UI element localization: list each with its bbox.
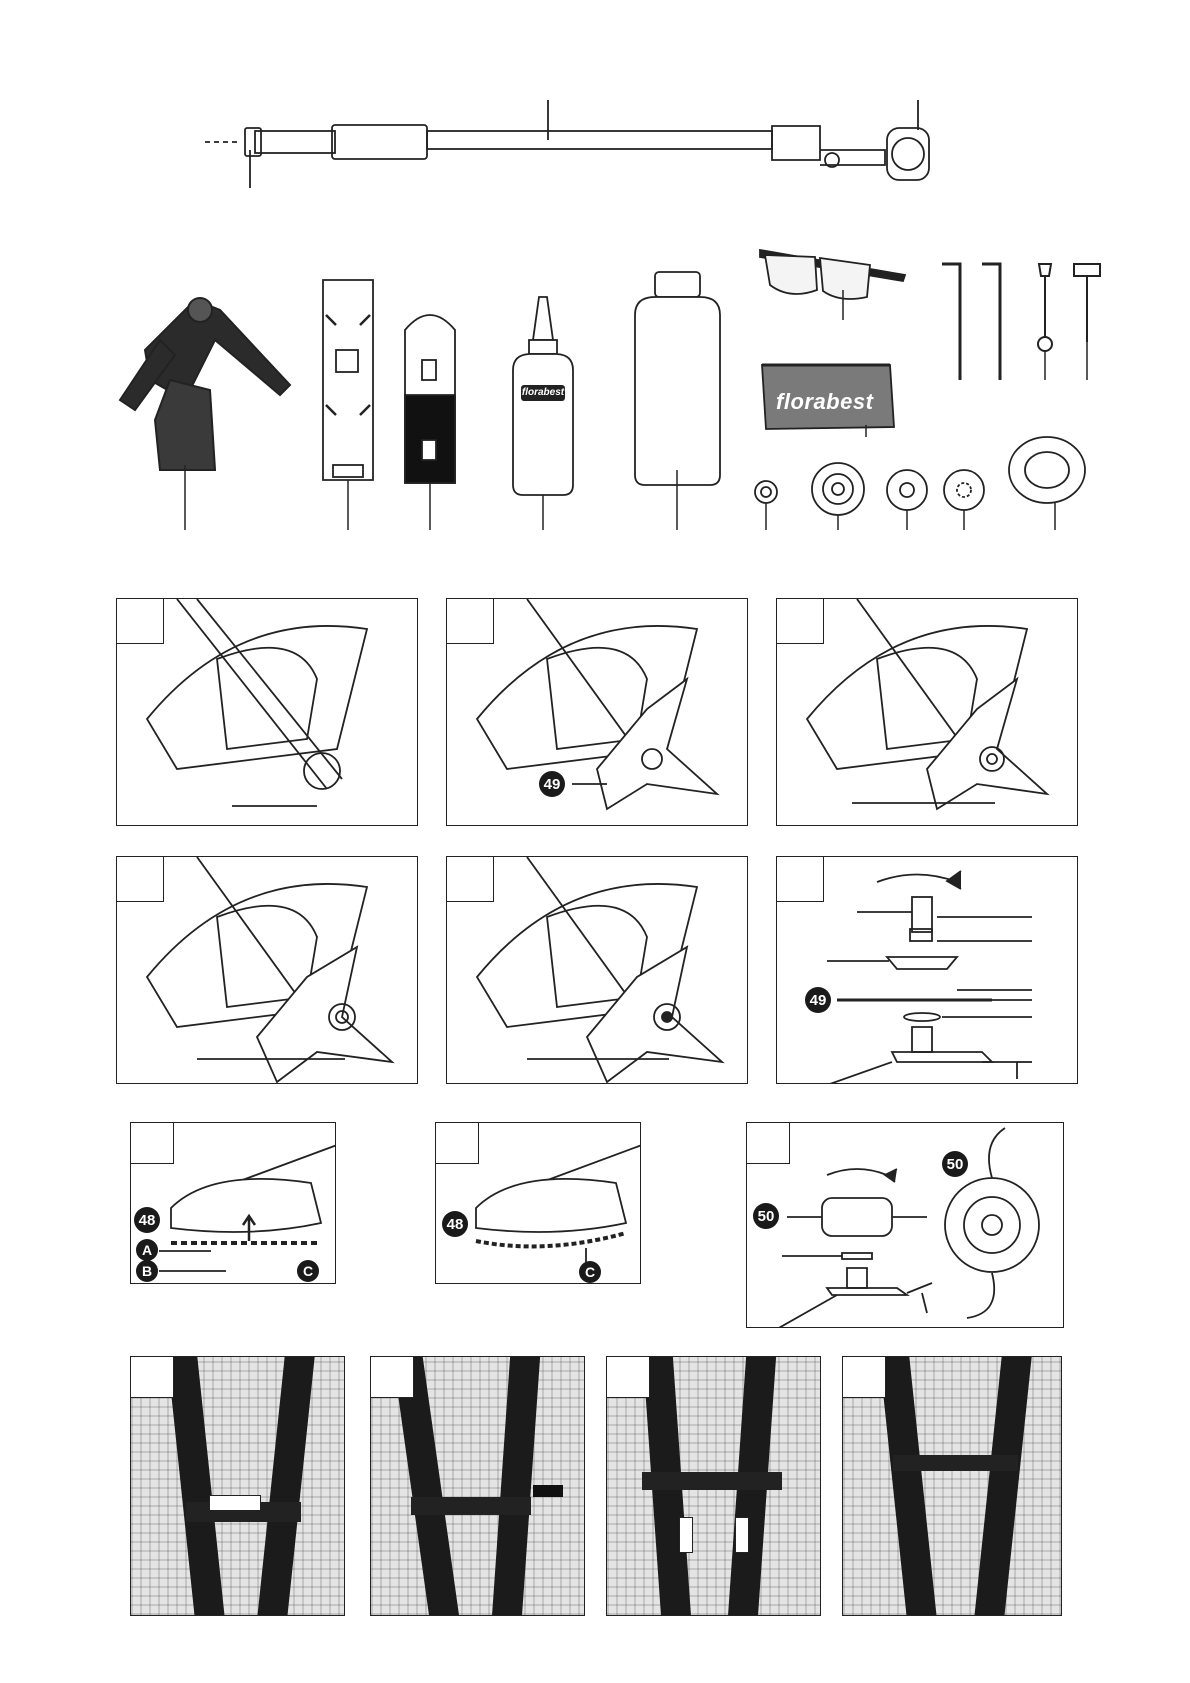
- callout-badge-C: C: [297, 1260, 319, 1282]
- blade-guard-icon: [400, 305, 460, 530]
- callout-badge-48: 48: [134, 1207, 160, 1233]
- nut-icon: [752, 480, 782, 530]
- figure-number-tab: [435, 1122, 479, 1164]
- rotation-arrow-icon: [827, 1169, 887, 1175]
- figure-number-tab: [446, 598, 494, 644]
- figure-number-tab: [446, 856, 494, 902]
- move-arrow-icon: [533, 1485, 563, 1497]
- move-arrow-icon: [735, 1517, 749, 1553]
- callout-badge-49: 49: [805, 987, 831, 1013]
- figure-number-tab: [776, 598, 824, 644]
- socket-wrench-icon: [1068, 262, 1108, 380]
- grease-bottle-icon: [503, 295, 583, 530]
- figure-panel: [130, 1122, 336, 1284]
- callout-badge-49: 49: [539, 771, 565, 797]
- move-arrow-icon: [679, 1517, 693, 1553]
- figure-panel: [446, 856, 748, 1084]
- callout-badge-B: B: [136, 1260, 158, 1282]
- figure-number-tab: [130, 1122, 174, 1164]
- washer-icon: [940, 470, 990, 530]
- figure-number-tab: [116, 856, 164, 902]
- washer-icon: [884, 470, 934, 530]
- callout-badge-C: C: [579, 1261, 601, 1283]
- tool-bag-icon: [758, 357, 898, 437]
- figure-number-tab: [116, 598, 164, 644]
- figure-number-tab: [370, 1356, 414, 1398]
- figure-panel: [435, 1122, 641, 1284]
- figure-number-tab: [746, 1122, 790, 1164]
- figure-number-tab: [606, 1356, 650, 1398]
- figure-panel: [446, 598, 748, 826]
- spanner-icon: [1035, 262, 1055, 380]
- callout-badge-50: 50: [942, 1151, 968, 1177]
- figure-number-tab: [776, 856, 824, 902]
- figure-panel: [776, 598, 1078, 826]
- figure-panel: [776, 856, 1078, 1084]
- trimmer-line-spool-icon: [1005, 430, 1090, 530]
- allen-key-icon: [980, 262, 1010, 380]
- figure-panel: [116, 856, 418, 1084]
- callout-badge-48: 48: [442, 1211, 468, 1237]
- bottle-brand-label: florabest: [521, 387, 565, 398]
- spool-assembly-icon: [747, 1123, 1064, 1328]
- washer-icon: [808, 462, 868, 530]
- figure-panel: [746, 1122, 1064, 1328]
- figure-number-tab: [842, 1356, 886, 1398]
- harness-photo: [370, 1356, 585, 1616]
- rotation-arrow-icon: [877, 875, 957, 883]
- allen-key-icon: [940, 262, 970, 380]
- figure-panel: [116, 598, 418, 826]
- figure-number-tab: [130, 1356, 174, 1398]
- harness-icon: [100, 270, 290, 530]
- move-arrow-icon: [209, 1495, 261, 1511]
- harness-photo: [606, 1356, 821, 1616]
- harness-photo: [842, 1356, 1062, 1616]
- callout-badge-A: A: [136, 1239, 158, 1261]
- fuel-canister-icon: [625, 270, 730, 530]
- blade-guard-icon: [318, 275, 378, 530]
- callout-badge-50: 50: [753, 1203, 779, 1229]
- safety-glasses-icon: [755, 245, 905, 325]
- bag-brand-label: florabest: [776, 389, 874, 414]
- shaft-drawing: [0, 0, 1190, 220]
- harness-photo: [130, 1356, 345, 1616]
